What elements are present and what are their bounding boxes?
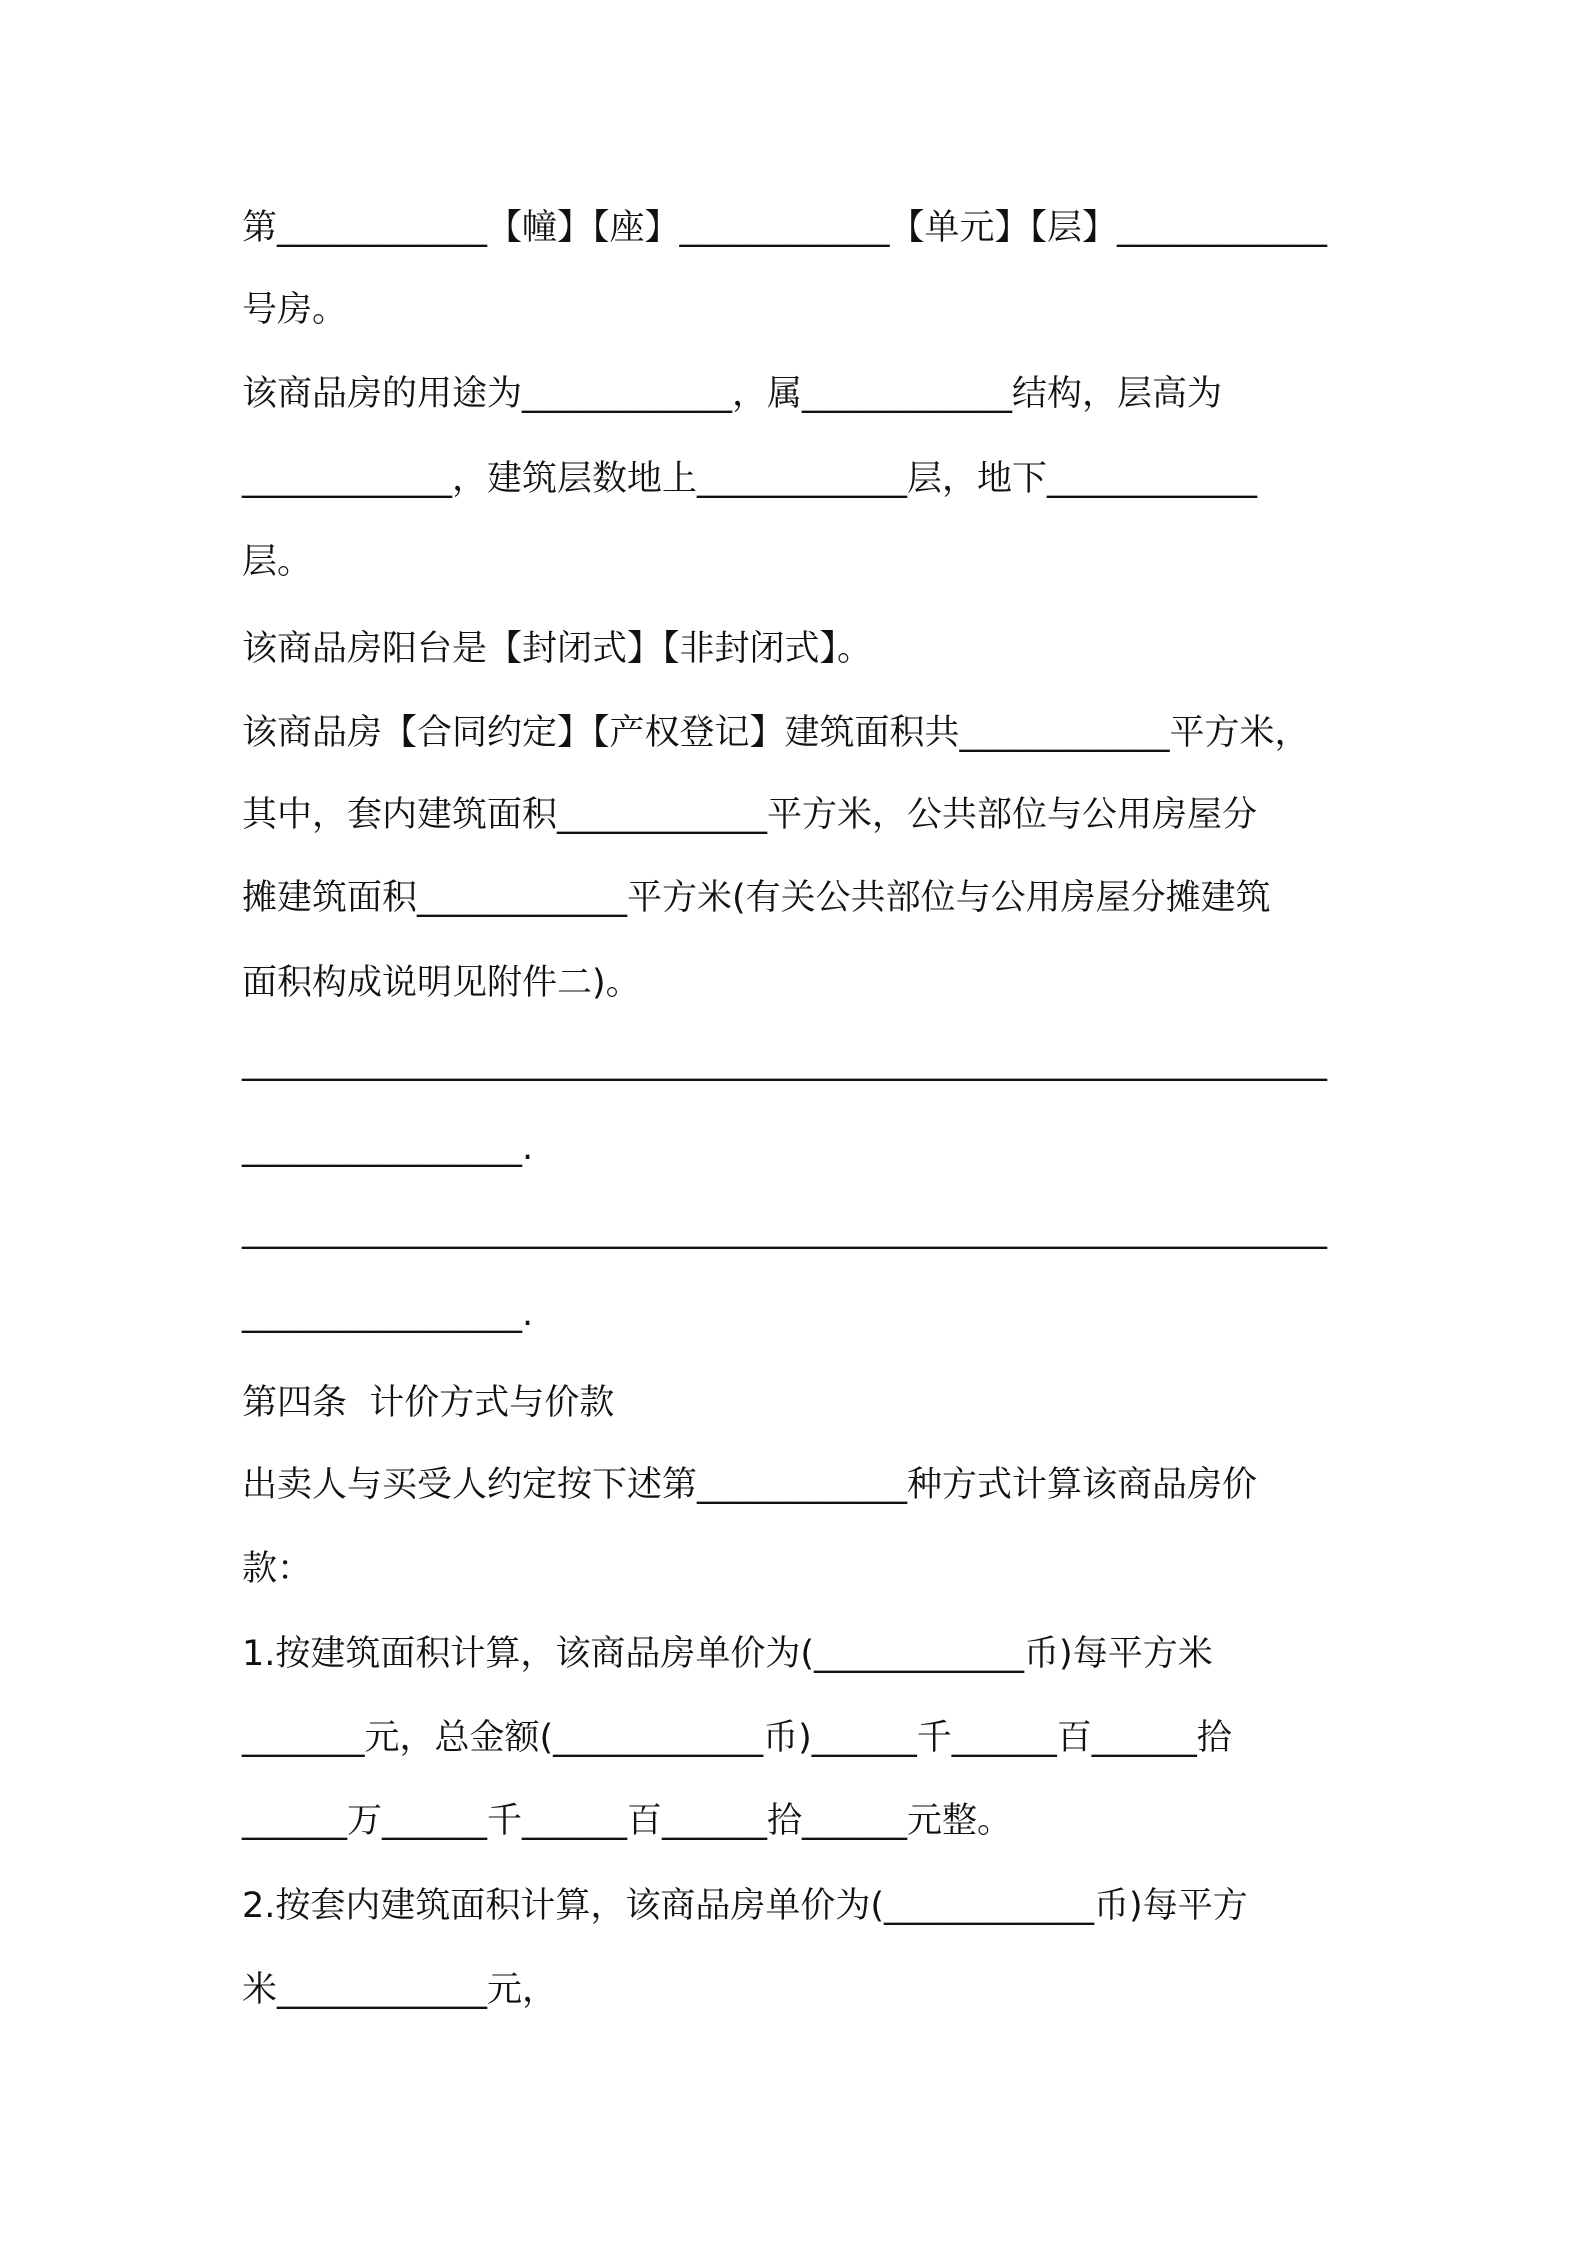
usage-structure-line: 该商品房的用途为____________，属____________结构，层高为: [242, 374, 1223, 414]
blank-fill-line: ______________________________________________________________: [242, 1210, 1327, 1250]
balcony-type-line: 该商品房阳台是【封闭式】【非封闭式】。: [242, 629, 873, 669]
method-two-unit-price-line-end: 米____________元，: [242, 1970, 558, 2010]
method-two-unit-price-line: 2.按套内建筑面积计算，该商品房单价为(____________币)每平方: [242, 1886, 1248, 1926]
blank-fill-line-end: ________________.: [242, 1294, 534, 1334]
building-area-line: 该商品房【合同约定】【产权登记】建筑面积共____________平方米，: [242, 713, 1310, 753]
inner-area-line: 其中，套内建筑面积____________平方米，公共部位与公用房屋分: [242, 795, 1258, 835]
shared-area-line: 摊建筑面积____________平方米(有关公共部位与公用房屋分摊建筑: [242, 878, 1271, 918]
blank-fill-line: ______________________________________________________________: [242, 1042, 1327, 1082]
unit-location-line-end: 号房。: [242, 290, 348, 330]
pricing-method-line-end: 款：: [242, 1549, 313, 1589]
floor-count-line: ____________，建筑层数地上____________层，地下____________: [242, 459, 1258, 499]
shared-area-line-end: 面积构成说明见附件二)。: [242, 963, 641, 1003]
article-four-heading: 第四条 计价方式与价款: [242, 1383, 615, 1423]
pricing-method-line: 出卖人与买受人约定按下述第____________种方式计算该商品房价: [242, 1465, 1258, 1505]
blank-fill-line-end: ________________.: [242, 1128, 534, 1168]
method-one-total-line: _______元，总金额(____________币)______千______百______拾: [242, 1718, 1232, 1758]
method-one-total-line-end: ______万______千______百______拾______元整。: [242, 1801, 1013, 1841]
floor-count-line-end: 层。: [242, 542, 313, 582]
unit-location-line: 第____________【幢】【座】____________【单元】【层】____________: [242, 208, 1328, 248]
method-one-unit-price-line: 1.按建筑面积计算，该商品房单价为(____________币)每平方米: [242, 1634, 1213, 1674]
